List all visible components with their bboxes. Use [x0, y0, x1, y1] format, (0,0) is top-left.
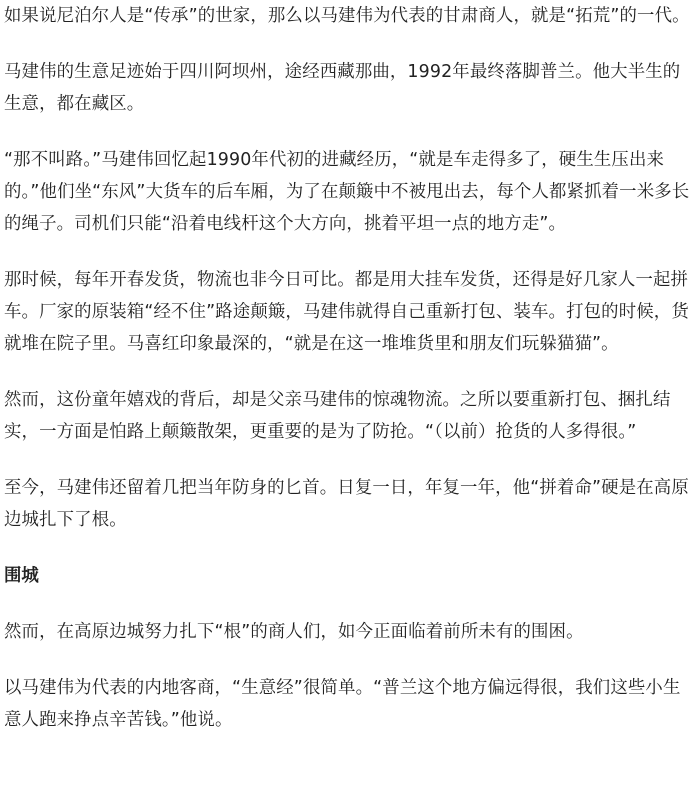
paragraph-gap: [4, 648, 695, 672]
paragraph-footprint: 马建伟的生意足迹始于四川阿坝州，途经西藏那曲，1992年最终落脚普兰。他大半生的生意，都在藏区。: [4, 62, 681, 114]
section-heading: 围城: [4, 566, 39, 586]
paragraph-gap: [4, 120, 695, 144]
paragraph-gap: [4, 240, 695, 264]
paragraph-intro: 如果说尼泊尔人是“传承”的世家，那么以马建伟为代表的甘肃商人，就是“拓荒”的一代。: [4, 6, 690, 26]
paragraph-robbery: 然而，这份童年嬉戏的背后，却是父亲马建伟的惊魂物流。之所以要重新打包、捆扎结实，一方面是怕路上颠簸散架，更重要的是为了防抢。“（以前）抢货的人多得很。”: [4, 390, 671, 442]
paragraph-logistics: 那时候，每年开春发货，物流也非今日可比。都是用大挂车发货，还得是好几家人一起拼车。厂家的原装箱“经不住”路途颠簸，马建伟就得自己重新打包、装车。打包的时候，货就堆在院子里。马喜红印象最深的，“就是在这一堆堆货里和朋友们玩躲猫猫”。: [4, 270, 689, 354]
paragraph-gap: [4, 360, 695, 384]
paragraph-dagger: 至今，马建伟还留着几把当年防身的匕首。日复一日，年复一年，他“拼着命”硬是在高原边城扎下了根。: [4, 478, 689, 530]
paragraph-gap: [4, 592, 695, 616]
paragraph-siege: 然而，在高原边城努力扎下“根”的商人们，如今正面临着前所未有的围困。: [4, 622, 584, 642]
paragraph-gap: [4, 536, 695, 560]
paragraph-business: 以马建伟为代表的内地客商，“生意经”很简单。“普兰这个地方偏远得很，我们这些小生意人跑来挣点辛苦钱。”他说。: [4, 678, 681, 730]
paragraph-road: “那不叫路。”马建伟回忆起1990年代初的进藏经历，“就是车走得多了，硬生生压出来的。”他们坐“东风”大货车的后车厢，为了在颠簸中不被甩出去，每个人都紧抓着一米多长的绳子。司机们只能“沿着电线杆这个大方向，挑着平坦一点的地方走”。: [4, 150, 690, 234]
paragraph-gap: [4, 448, 695, 472]
paragraph-gap: [4, 32, 695, 56]
